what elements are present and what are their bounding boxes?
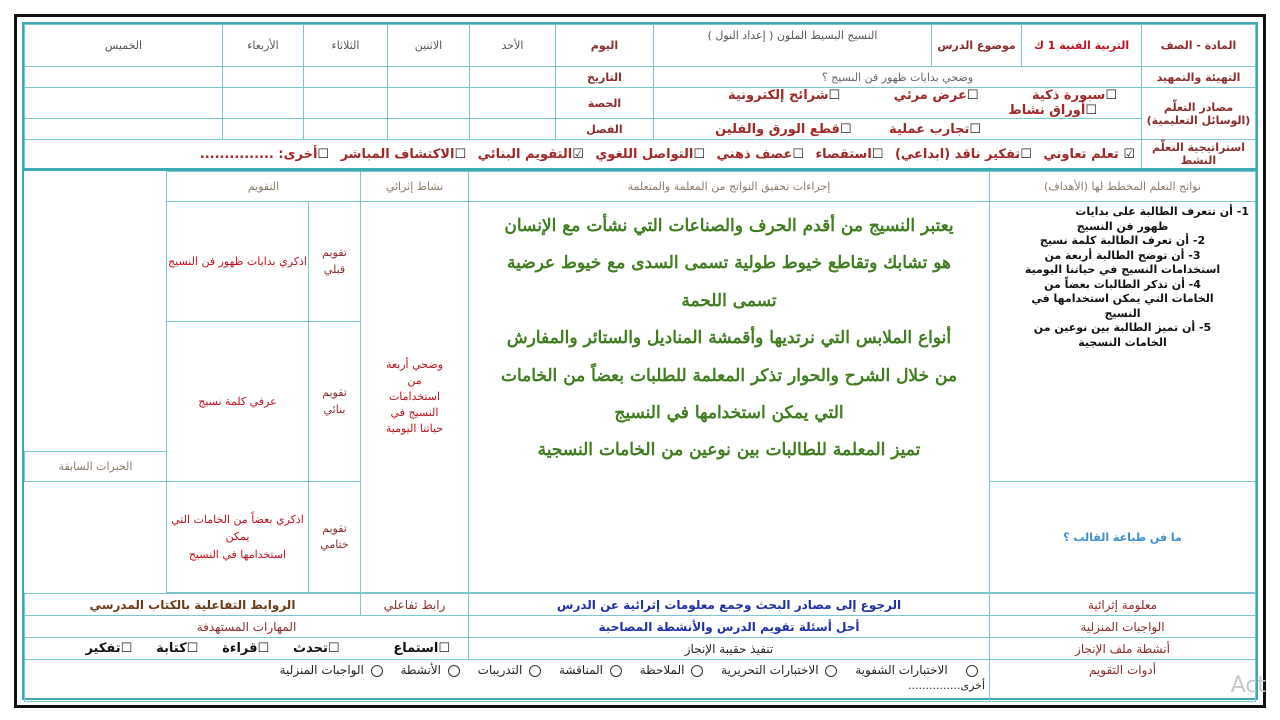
tool-written-tests[interactable]: الاختبارات التحريرية [721,663,837,677]
tool-homework[interactable]: الواجبات المنزلية [280,663,383,677]
tool-oral-tests[interactable]: الاختبارات الشفوية [855,663,978,677]
radio-icon[interactable] [529,665,541,677]
objective-line: 1- أن تتعرف الطالبة على بدايات [1075,205,1249,218]
skill-reading[interactable]: ☐قراءة [222,641,270,656]
procedure-line: تميز المعلمة للطالبات بين نوعين من الخامات النسجية [537,440,921,461]
date-cell-wed[interactable] [222,67,303,88]
checked-box-icon[interactable]: ☑ [1123,146,1135,162]
date-cell-mon[interactable] [387,67,469,88]
enrichment-line: وضحي أربعة [385,358,444,372]
enrichment-line: من [407,374,422,388]
eval-tools-label: أدوات التقويم [990,660,1256,702]
interactive-link-label: رابط تفاعلي [361,594,469,616]
checkbox-icon[interactable]: ☐ [120,641,133,656]
checkbox-icon[interactable]: ☐ [1020,146,1032,162]
enrichment-line: النسيج في [390,405,439,419]
checkbox-icon[interactable]: ☐ [186,641,199,656]
day-tuesday: الثلاثاء [303,25,387,67]
objective-line: استخدامات النسيج في حياتنا اليومية [1024,263,1221,277]
period-cell-sun[interactable] [469,88,555,119]
procedure-line: التي يمكن استخدامها في النسيج [614,402,844,423]
checkbox-icon[interactable]: ☐ [317,146,330,162]
eval-final-label: تقويم ختامي [309,482,361,593]
checkbox-icon[interactable]: ☐ [438,641,450,656]
checkbox-icon[interactable]: ☐ [839,121,852,137]
class-cell-mon[interactable] [387,119,469,140]
objective-line: 2- أن تعرف الطالبة كلمة نسيج [1039,234,1206,248]
objective-line: الخامات التي يمكن استخدامها في [1031,292,1214,306]
eval-mid-label: تقويم بنائي [309,322,361,482]
day-label: اليوم [555,25,653,67]
tools-other[interactable]: أخرى............... [908,679,985,692]
objective-line: الخامات النسجية [1078,335,1167,349]
homework-label: الواجبات المنزلية [990,616,1256,638]
warmup-question[interactable]: وضحي بدايات ظهور فن النسيج ؟ [653,67,1141,88]
tool-observation[interactable]: الملاحظة [640,663,704,677]
procedures-header: إجراءات تحقيق النواتج من المعلمة والمتعلمة [469,172,990,202]
eval-tools-list [25,660,990,702]
strategy-inquiry[interactable]: ☐استقصاء [815,146,884,162]
strategy-discovery[interactable]: ☐الاكتشاف المباشر [340,146,467,162]
strategy-brainstorm[interactable]: ☐عصف ذهني [716,146,805,162]
checkbox-icon[interactable]: ☐ [693,146,706,162]
date-cell-thu[interactable] [25,67,223,88]
enrichment-line: حياتنا اليومية [385,421,444,435]
radio-icon[interactable] [825,665,837,677]
radio-icon[interactable] [691,665,703,677]
date-cell-sun[interactable] [469,67,555,88]
checkbox-icon[interactable]: ☐ [966,88,979,103]
procedure-line: أنواع الملابس التي نرتديها وأقمشة المناديل والستائر والمفارش [506,328,952,349]
enrich-info-value[interactable]: الرجوع إلى مصادر البحث وجمع معلومات إثرائية عن الدرس [469,594,990,616]
radio-icon[interactable] [966,665,978,677]
eval-pre-text[interactable]: اذكري بدايات ظهور فن النسيج [167,202,309,322]
class-cell-tue[interactable] [303,119,387,140]
portfolio-value[interactable]: تنفيذ حقيبة الإنجاز [469,638,990,660]
strategy-critical-thinking[interactable]: ☐تفكير ناقد (ابداعي) [894,146,1032,162]
subject-value[interactable]: التربية الفنية 1 ك [1022,25,1142,67]
checkbox-icon[interactable]: ☐ [454,146,467,162]
strategies-list [25,140,1142,170]
day-thursday: الخميس [25,25,223,67]
eval-pre-label: تقويم قبلي [309,202,361,322]
interactive-link-value[interactable]: الروابط التفاعلية بالكتاب المدرسي [25,594,361,616]
skills-label: المهارات المستهدفة [25,616,469,638]
strategy-formative[interactable]: ☑التقويم البنائي [477,146,584,162]
procedures-text[interactable] [469,202,990,593]
enrichment-activity[interactable] [361,202,469,593]
warmup-label: التهيئة والتمهيد [1142,67,1256,88]
activation-watermark: Act [1230,673,1266,698]
class-cell-sun[interactable] [469,119,555,140]
tool-activities[interactable]: الأنشطة [401,663,460,677]
portfolio-label: أنشطة ملف الإنجاز [990,638,1256,660]
enrichment-header: نشاط إثرائي [361,172,469,202]
objective-line: 5- أن تميز الطالبة بين نوعين من [1033,321,1212,335]
tool-exercises[interactable]: التدريبات [478,663,541,677]
resources-label: مصادر التعلّم (الوسائل التعليمية) [1142,88,1256,140]
checkbox-icon[interactable]: ☐ [1105,88,1117,103]
skill-writing[interactable]: ☐كتابة [156,641,199,656]
subject-label: المادة - الصف [1142,25,1256,67]
topic-label: موضوع الدرس [932,25,1022,67]
resource-video[interactable]: ☐عرض مرئي [893,88,979,103]
checkbox-icon[interactable]: ☐ [1085,103,1097,118]
resource-smartboard[interactable]: ☐سبورة ذكية [1031,88,1117,103]
strategy-cooperative[interactable]: ☑ تعلم تعاوني [1043,146,1135,162]
period-cell-tue[interactable] [303,88,387,119]
skill-speaking[interactable]: ☐تحدث [293,641,340,656]
evaluation-header: التقويم [167,172,361,202]
checkbox-icon[interactable]: ☐ [327,641,340,656]
lesson-body-table [24,171,1256,593]
period-cell-mon[interactable] [387,88,469,119]
objective-line: النسيج [1104,306,1141,320]
resources-row-2 [653,119,1141,140]
checkbox-icon[interactable]: ☐ [257,641,270,656]
radio-icon[interactable] [610,665,622,677]
enrichment-line: استخدامات [388,390,441,404]
skills-list [25,638,469,660]
lesson-title[interactable]: النسيج البسيط الملون ( إعداد النول ) [653,25,931,67]
day-wednesday: الأربعاء [222,25,303,67]
objectives-list[interactable] [990,202,1256,482]
procedure-line: تسمى اللحمة [681,290,777,311]
radio-icon[interactable] [448,665,460,677]
class-cell-wed[interactable] [222,119,303,140]
enrich-info-label: معلومة إثرائية [990,594,1256,616]
footer-table [24,593,1256,702]
prior-knowledge-label: الخبرات السابقة [25,451,167,481]
period-cell-thu[interactable] [25,88,223,119]
procedure-line: هو تشابك وتقاطع خيوط طولية تسمى السدى مع خيوط عرضية [506,253,952,274]
procedure-line: من خلال الشرح والحوار تذكر المعلمة للطلبات بعضاً من الخامات [500,365,958,386]
skill-listening[interactable]: ☐استماع [393,641,450,656]
homework-value[interactable]: أحل أسئلة تقويم الدرس والأنشطة المصاحبة [469,616,990,638]
strategy-communication[interactable]: ☐التواصل اللغوي [595,146,706,162]
date-cell-tue[interactable] [303,67,387,88]
objective-line: 4- أن تذكر الطالبات بعضاً من [1044,277,1201,291]
resources-row-1 [653,88,1141,119]
strategy-other[interactable]: ☐أخرى: ............... [199,146,330,162]
radio-icon[interactable] [371,665,383,677]
lesson-plan-sheet [22,22,1258,700]
date-label: التاريخ [555,67,653,88]
header-table [24,24,1256,171]
resource-worksheets[interactable]: ☐أوراق نشاط [1008,103,1097,118]
checkbox-icon[interactable]: ☐ [969,121,981,137]
procedure-line: يعتبر النسيج من أقدم الحرف والصناعات التي نشأت مع الإنسان [504,216,954,236]
checkbox-icon[interactable]: ☐ [792,146,805,162]
eval-mid-text[interactable]: عرفي كلمة نسيج [167,322,309,482]
class-label: الفصل [555,119,653,140]
checked-box-icon[interactable]: ☑ [572,146,584,162]
eval-final-text[interactable]: اذكري بعضاً من الخامات التي يمكن استخدامها في النسيج [167,482,309,593]
skill-thinking[interactable]: ☐تفكير [85,641,133,656]
day-monday: الاثنين [387,25,469,67]
strategies-label: استراتيجية التعلّم النشط [1142,140,1256,170]
resource-paper-cork[interactable]: ☐قطع الورق والفلين [715,121,852,137]
prior-knowledge-question[interactable]: ما فن طباعة القالب ؟ [990,482,1256,593]
checkbox-icon[interactable]: ☐ [828,88,841,103]
class-cell-thu[interactable] [25,119,223,140]
objective-line: ظهور فن النسيج [1076,219,1169,233]
period-label: الحصة [555,88,653,119]
checkbox-icon[interactable]: ☐ [871,146,884,162]
day-sunday: الأحد [469,25,555,67]
objectives-header: نواتج التعلم المخطط لها (الأهداف) [990,172,1256,202]
period-cell-wed[interactable] [222,88,303,119]
objective-line: 3- أن توضح الطالبة أربعة من [1044,248,1201,262]
resource-slides[interactable]: ☐شرائح إلكترونية [727,88,841,103]
resource-experiments[interactable]: ☐تجارب عملية [889,121,981,137]
tool-discussion[interactable]: المناقشة [559,663,622,677]
